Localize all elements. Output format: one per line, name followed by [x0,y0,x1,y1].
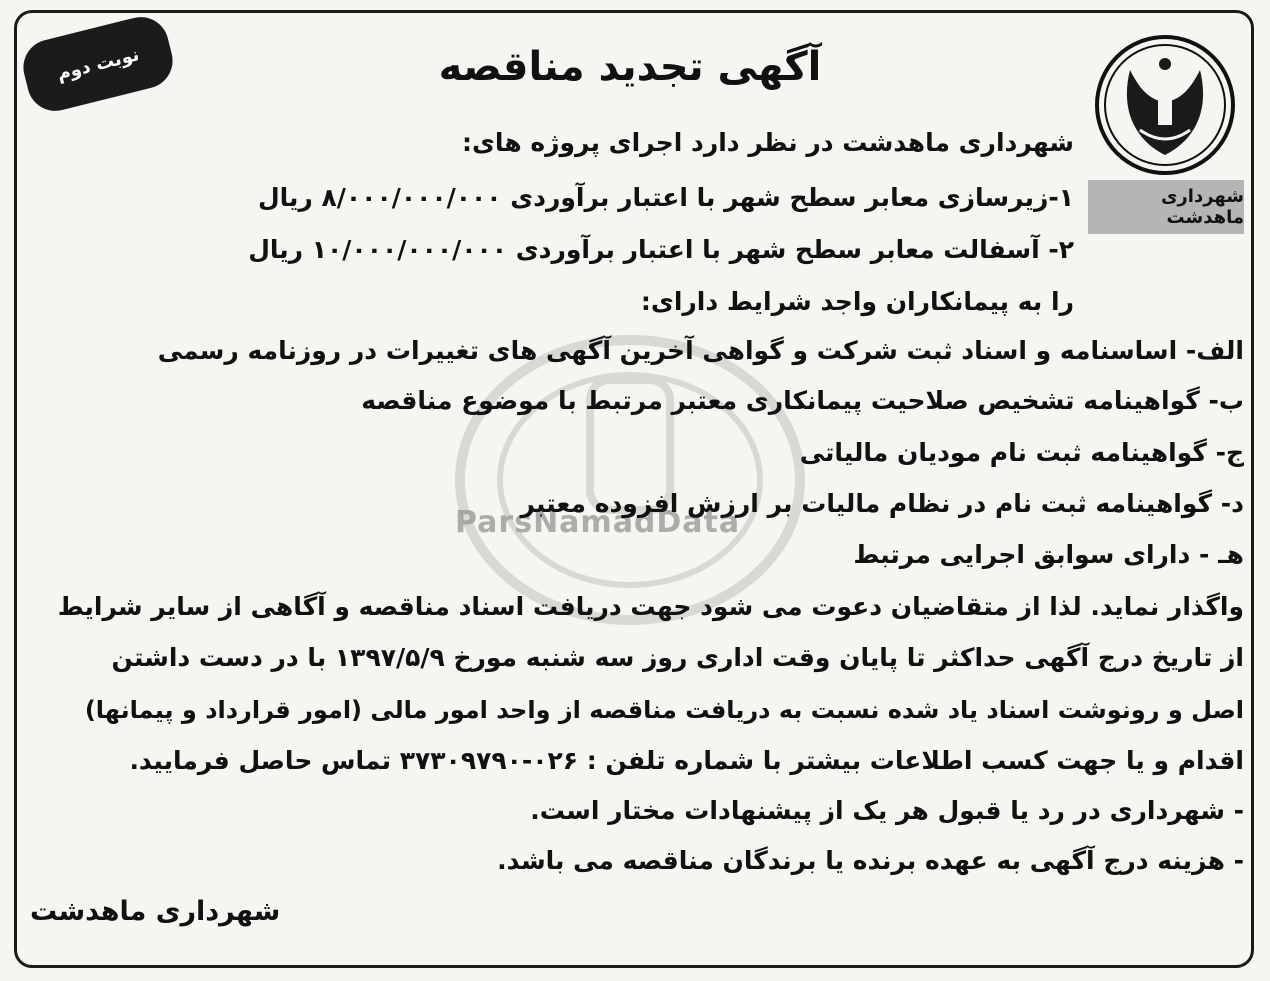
intro-line: شهرداری ماهدشت در نظر دارد اجرای پروژه های: [462,128,1074,157]
badge-label: نوبت دوم [54,43,142,85]
logo-caption-text: شهرداری ماهدشت [1160,186,1244,228]
note-2: - هزینه درج آگهی به عهده برنده یا برندگان مناقصه می باشد. [497,846,1244,875]
project-2-line: ۲- آسفالت معابر سطح شهر با اعتبار برآوردی ۱۰/۰۰۰/۰۰۰/۰۰۰ ریال [248,235,1074,264]
municipality-logo-icon [1090,30,1240,180]
conditions-intro-line: را به پیمانکاران واجد شرایط دارای: [640,287,1074,316]
paragraph-line-1: واگذار نماید. لذا از متقاضیان دعوت می شود جهت دریافت اسناد مناقصه و آگاهی از سایر شرایط [57,592,1244,621]
note-1: - شهرداری در رد یا قبول هر یک از پیشنهادات مختار است. [530,796,1244,825]
watermark-text: ParsNamadData [455,505,741,540]
paragraph-line-2: از تاریخ درج آگهی حداکثر تا پایان وقت اداری روز سه شنبه مورخ ۱۳۹۷/۵/۹ با در دست داشتن [111,643,1244,672]
paragraph-line-4: اقدام و یا جهت کسب اطلاعات بیشتر با شماره تلفن : ۰۲۶-۳۷۳۰۹۷۹۰ تماس حاصل فرمایید. [129,746,1244,775]
condition-c: ج- گواهینامه ثبت نام مودیان مالیاتی [799,438,1244,467]
condition-b: ب- گواهینامه تشخیص صلاحیت پیمانکاری معتبر مرتبط با موضوع مناقصه [361,386,1244,415]
paragraph-line-3: اصل و رونوشت اسناد یاد شده نسبت به دریافت مناقصه از واحد امور مالی (امور قرارداد و پیمانها) [84,696,1244,724]
notice-title: آگهی تجدید مناقصه [438,44,822,90]
condition-d: د- گواهینامه ثبت نام در نظام مالیات بر ارزش افزوده معتبر [520,489,1244,518]
condition-a: الف- اساسنامه و اسناد ثبت شرکت و گواهی آخرین آگهی های تغییرات در روزنامه رسمی [157,336,1244,365]
signature: شهرداری ماهدشت [30,896,281,927]
project-1-line: ۱-زیرسازی معابر سطح شهر با اعتبار برآوردی ۸/۰۰۰/۰۰۰/۰۰۰ ریال [257,183,1074,212]
logo-caption [1088,180,1244,234]
condition-e: هـ - دارای سوابق اجرایی مرتبط [853,540,1244,569]
